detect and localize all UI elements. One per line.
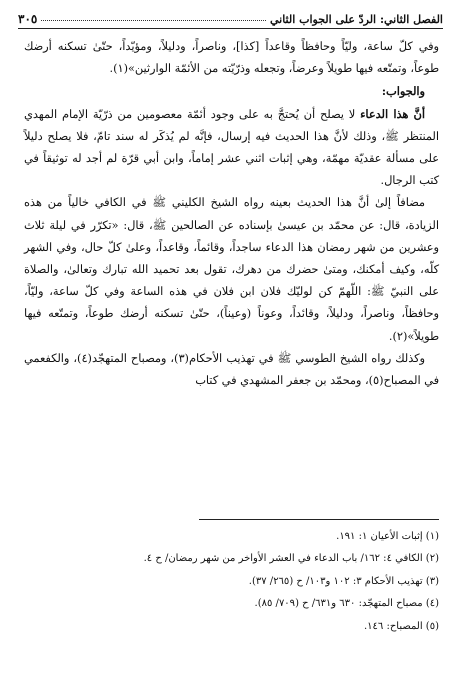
running-header xyxy=(18,4,443,26)
paragraph-kafi: مضافاً إلىٰ أنَّ هذا الحديث بعينه رواه الشيخ الكليني ﷺ في الكافي خالياً من هذه الزيادة، قال: عن محمّد بن عيسىٰ بإسناده عن الصالحين ﷺ، قال: «تكرّر في ليلة ثلاث وعشرين من شهر رمضان هذا الدعاء ساجداً، وقائماً، وقاعداً، وعلىٰ كلّ حال، وفي الشهر كلّه، وكيف أمكنك، ومتىٰ حضرك من دهرك، تقول بعد تحميد الله تبارك وتعالىٰ، والصلاة على النبيّ ﷺ: اللّهمّ كن لوليّك فلان ابن فلان في هذه الساعة وفي كلّ ساعة، وليّاً، وحافظاً، وناصراً، ودليلاً، وقائداً، وعوناً (وعيناً)، حتّىٰ تسكنه أرضك طوعاً، وتمتّعه فيها طويلاً»(٢). xyxy=(24,196,439,343)
footnote-divider xyxy=(199,519,439,520)
footnote-1: (١) إثبات الأعيان ١: ١٩١. xyxy=(336,531,439,542)
footnote-4: (٤) مصباح المتهجّد: ٦٣٠ و٦٣١/ ح (٧٠٩/ ٨٥). xyxy=(254,598,439,610)
paragraph-continuation: وفي كلّ ساعة، وليّاً وحافظاً وقاعداً [كذا]، وناصراً، ودليلاً، ومؤيّداً، حتّىٰ تسكنه أرضك طوعاً، وتمتّعه فيها طويلاً وعرضاً، وتجعله وذرّيّته من الأئمّة الوارثين»(١). xyxy=(24,40,439,76)
paragraph-tusi: وكذلك رواه الشيخ الطوسي ﷺ في تهذيب الأحكام(٣)، ومصباح المتهجّد(٤)، والكفعمي في المصباح(٥)، ومحمّد بن جعفر المشهدي في كتاب xyxy=(24,351,439,388)
chapter-title: الفصل الثاني: الردّ على الجواب الثاني xyxy=(269,13,443,26)
answer-heading: والجواب: xyxy=(381,84,425,99)
header-dot-leader xyxy=(41,20,266,21)
footnote-2: (٢) الكافي ٤: ١٦٢/ باب الدعاء في العشر الأواخر من شهر رمضان/ ح ٤. xyxy=(143,553,439,565)
footnotes xyxy=(24,526,439,638)
page-number: ٣٠٥ xyxy=(18,12,38,26)
answer-lead: أنَّ هذا الدعاء xyxy=(360,106,425,121)
footnote-5: (٥) المصباح: ١٤٦. xyxy=(363,620,439,632)
header-divider xyxy=(18,28,443,29)
answer-text: لا يصلح أن يُحتجَّ به على وجود أئمّة معصومين من ذرّيّة الإمام المهدي المنتظر ﷺ، وذلك لأنَّ هذا الحديث فيه إرسال، فإنَّه لم يُذكَر له سند تامّ، فلا يصلح دليلاً على مسألة عقديّة مهمّة، وهي إثبات اثني عشر إماماً، وابن أبي قرّة لم أجد له توثيقاً في كتب الرجال. xyxy=(24,107,439,188)
paragraph-answer xyxy=(24,103,439,193)
footnote-3: (٣) تهذيب الأحكام ٣: ١٠٢ و١٠٣/ ح (٢٦٥/ ٣٧). xyxy=(248,575,439,587)
main-text xyxy=(24,36,439,392)
